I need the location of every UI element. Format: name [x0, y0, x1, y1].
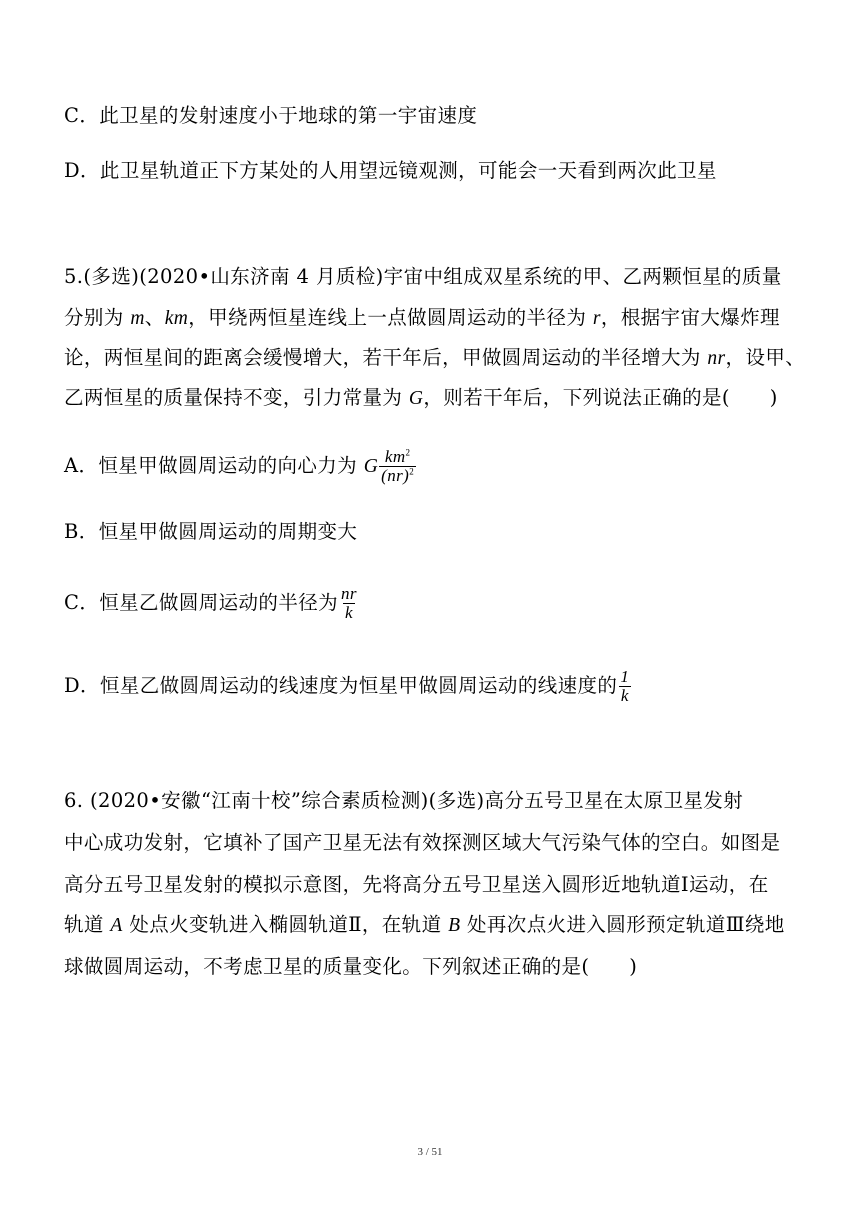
q5-stem-line-1: 5.(多选)(2020•山东济南 4 月质检)宇宙中组成双星系统的甲、乙两颗恒星的质量 [64, 265, 782, 288]
text: 处再次点火进入圆形预定轨道Ⅲ绕地 [460, 913, 785, 936]
text: 乙两恒星的质量保持不变，引力常量为 [64, 386, 409, 409]
var-m: m [130, 308, 145, 329]
text: 、 [144, 306, 165, 329]
fraction-denominator: k [620, 685, 629, 705]
q4-option-c: C．此卫星的发射速度小于地球的第一宇宙速度 [64, 104, 478, 127]
q4-option-d: D．此卫星轨道正下方某处的人用望远镜观测，可能会一天看到两次此卫星 [64, 159, 717, 182]
var-r: r [592, 308, 601, 329]
q5-option-c [64, 585, 360, 622]
fraction-denominator: k [345, 602, 353, 622]
q6-stem-line-1: 6. (2020•安徽“江南十校”综合素质检测)(多选)高分五号卫星在太原卫星发射 [64, 789, 744, 812]
q5-stem-line-2 [64, 304, 780, 333]
text: ，甲绕两恒星连线上一点做圆周运动的半径为 [188, 306, 593, 329]
text: 处点火变轨进入椭圆轨道Ⅱ，在轨道 [122, 913, 449, 936]
text: 轨道 [64, 913, 111, 936]
denominator-exponent: 2 [409, 466, 415, 477]
q5-option-b: B．恒星甲做圆周运动的周期变大 [64, 520, 358, 543]
option-c-text: C．恒星乙做圆周运动的半径为 [64, 590, 339, 614]
denominator-text: (nr) [381, 465, 410, 485]
text: 论，两恒星间的距离会缓慢增大，若干年后，甲做圆周运动的半径增大为 [64, 346, 708, 369]
fraction-numerator [383, 448, 413, 466]
q5-stem-line-4 [64, 384, 778, 413]
option-a-text: A．恒星甲做圆周运动的向心力为 [64, 453, 364, 477]
fraction-denominator [379, 466, 416, 485]
var-nr: nr [707, 348, 726, 369]
fraction-numerator: 1 [620, 667, 630, 686]
option-d-text: D．恒星乙做圆周运动的线速度为恒星甲做圆周运动的线速度的 [64, 673, 618, 697]
fraction-numerator: nr [341, 584, 357, 603]
q6-stem-line-5: 球做圆周运动，不考虑卫星的质量变化。下列叙述正确的是( ) [64, 955, 638, 978]
var-G: G [408, 388, 424, 409]
q5-option-a [64, 448, 417, 485]
q5-stem-line-3 [64, 344, 805, 373]
q6-stem-line-2: 中心成功发射，它填补了国产卫星无法有效探测区域大气污染气体的空白。如图是 [64, 831, 781, 854]
var-G: G [363, 455, 379, 477]
point-A: A [110, 915, 123, 936]
text: ，设甲、 [725, 346, 806, 369]
q6-stem-line-4 [64, 911, 785, 940]
page-number: 3 / 51 [417, 1146, 443, 1158]
point-B: B [448, 915, 461, 936]
numerator-text: km [384, 447, 406, 466]
text: ，则若干年后，下列说法正确的是( ) [423, 386, 778, 409]
fraction-km2-over-nr2 [379, 448, 416, 485]
text: 分别为 [64, 306, 131, 329]
numerator-exponent: 2 [405, 447, 411, 458]
fraction-nr-over-k [339, 585, 359, 622]
q5-option-d [64, 668, 632, 705]
var-km: km [164, 308, 189, 329]
text: ，根据宇宙大爆炸理 [600, 306, 780, 329]
q6-stem-line-3: 高分五号卫星发射的模拟示意图，先将高分五号卫星送入圆形近地轨道Ⅰ运动，在 [64, 873, 769, 896]
fraction-1-over-k [618, 668, 631, 705]
